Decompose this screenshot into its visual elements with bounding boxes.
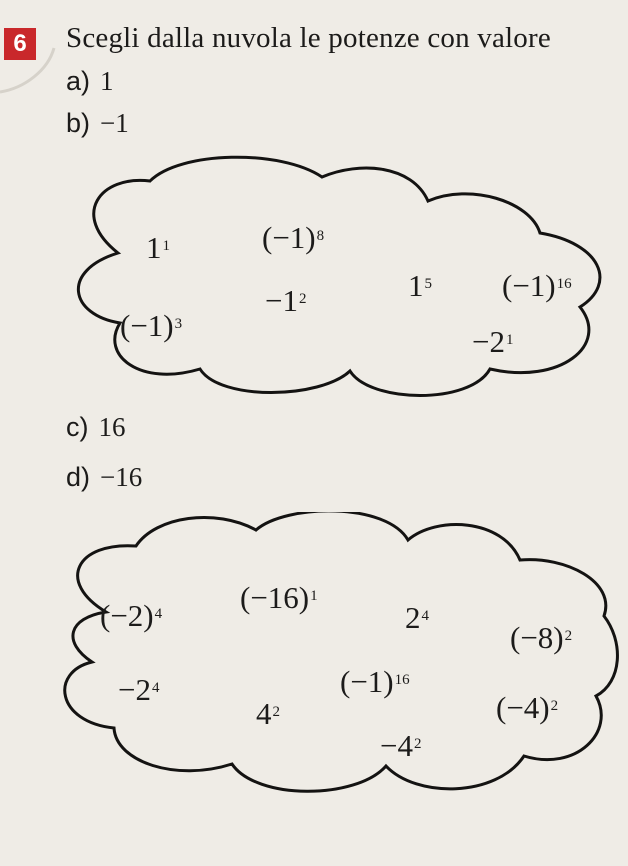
power-exponent: 5 — [424, 276, 432, 292]
cloud1-power — [265, 283, 306, 319]
cloud2-power — [380, 728, 421, 764]
power-exponent: 2 — [550, 698, 559, 714]
item-d — [66, 462, 142, 493]
exercise-instruction: Scegli dalla nuvola le potenze con valore — [66, 22, 551, 54]
power-exponent: 1 — [162, 238, 170, 254]
cloud2-power — [256, 696, 280, 732]
cloud2-power — [510, 620, 572, 656]
power-base: −4 — [380, 728, 413, 763]
power-exponent: 2 — [413, 736, 422, 752]
power-base: (−1) — [502, 268, 556, 303]
cloud1-power — [146, 230, 170, 266]
power-base: −2 — [118, 672, 151, 707]
item-label: a) — [66, 66, 91, 96]
power-base: −1 — [265, 283, 298, 318]
cloud1-power — [120, 308, 182, 344]
power-exponent: 1 — [505, 332, 514, 348]
item-value: −1 — [100, 108, 129, 138]
power-exponent: 4 — [421, 608, 429, 624]
power-exponent: 4 — [151, 680, 160, 696]
cloud2-power — [496, 690, 558, 726]
power-exponent: 2 — [272, 704, 280, 720]
power-exponent: 16 — [394, 672, 410, 688]
power-base: 1 — [408, 268, 424, 303]
power-exponent: 4 — [154, 606, 163, 622]
power-base: (−4) — [496, 690, 550, 725]
decorative-curve — [0, 0, 80, 120]
power-base: 4 — [256, 696, 272, 731]
power-exponent: 8 — [316, 228, 325, 244]
power-base: (−16) — [240, 580, 310, 615]
power-exponent: 2 — [564, 628, 573, 644]
power-exponent: 16 — [556, 276, 572, 292]
power-base: −2 — [472, 324, 505, 359]
exercise-number-badge: 6 — [4, 28, 36, 60]
power-base: (−8) — [510, 620, 564, 655]
cloud2-power — [100, 598, 162, 634]
item-label: d) — [66, 462, 91, 492]
cloud2-power — [240, 580, 318, 616]
power-exponent: 1 — [310, 588, 318, 604]
item-a — [66, 66, 114, 97]
cloud2-power — [340, 664, 410, 700]
power-exponent: 2 — [298, 291, 307, 307]
item-value: 1 — [100, 66, 114, 96]
power-exponent: 3 — [174, 316, 183, 332]
cloud2-power — [405, 600, 429, 636]
item-value: 16 — [98, 412, 126, 442]
cloud1-power — [262, 220, 324, 256]
item-c — [66, 412, 126, 443]
item-label: b) — [66, 108, 91, 138]
power-base: 1 — [146, 230, 162, 265]
cloud1-power — [408, 268, 432, 304]
cloud-2-outline — [56, 512, 624, 802]
power-base: (−1) — [120, 308, 174, 343]
power-base: (−1) — [262, 220, 316, 255]
item-value: −16 — [100, 462, 143, 492]
item-label: c) — [66, 412, 89, 442]
power-base: 2 — [405, 600, 421, 635]
power-base: (−1) — [340, 664, 394, 699]
item-b — [66, 108, 129, 139]
cloud2-power — [118, 672, 159, 708]
power-base: (−2) — [100, 598, 154, 633]
cloud1-power — [472, 324, 513, 360]
cloud1-power — [502, 268, 572, 304]
